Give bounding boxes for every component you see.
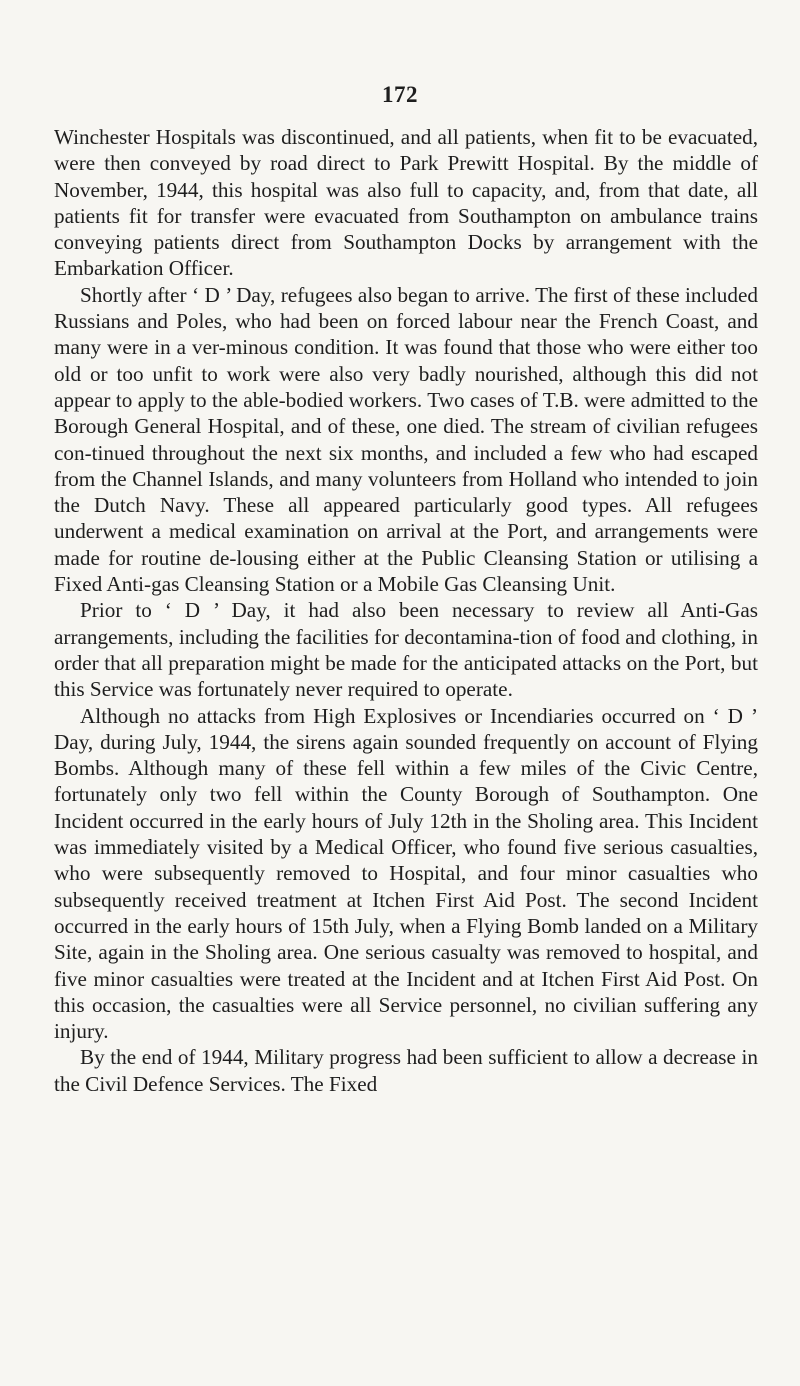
body-text: [54, 124, 758, 1097]
paragraph-anti-gas: Prior to ‘ D ’ Day, it had also been necessary to review all Anti-Gas arrangements, including the facilities for decontamina-tion of food and clothing, in order that all preparation might be made for the anticipated attacks on the Port, but this Service was fortunately never required to operate.: [54, 598, 758, 702]
paragraph-evacuation: Winchester Hospitals was discontinued, and all patients, when fit to be evacuated, were then conveyed by road direct to Park Prewitt Hospital. By the middle of November, 1944, this hospital was also full to capacity, and, from that date, all patients fit for transfer were evacuated from Southampton on ambulance trains conveying patients direct from Southampton Docks by arrangement with the Embarkation Officer.: [54, 125, 758, 281]
page-number: 172: [382, 82, 418, 107]
paragraph-flying-bombs: Although no attacks from High Explosives or Incendiaries occurred on ‘ D ’ Day, during July, 1944, the sirens again sounded frequently on account of Flying Bombs. Although many of these fell within a few miles of the Civic Centre, fortunately only two fell within the County Borough of Southampton. One Incident occurred in the early hours of July 12th in the Sholing area. This Incident was immediately visited by a Medical Officer, who found five serious casualties, who were subsequently removed to Hospital, and four minor casualties who subsequently received treatment at Itchen First Aid Post. The second Incident occurred in the early hours of 15th July, when a Flying Bomb landed on a Military Site, again in the Sholing area. One serious casualty was removed to hospital, and five minor casualties were treated at the Incident and at Itchen First Aid Post. On this occasion, the casualties were all Service personnel, no civilian suffering any injury.: [54, 703, 758, 1044]
paragraph-civil-defence: By the end of 1944, Military progress had been sufficient to allow a decrease in the Civil Defence Services. The Fixed: [54, 1045, 758, 1096]
paragraph-refugees: Shortly after ‘ D ’ Day, refugees also began to arrive. The first of these included Russians and Poles, who had been on forced labour near the French Coast, and many were in a ver-minous condition. It was found that those who were either too old or too unfit to work were also very badly nourished, although this did not appear to apply to the able-bodied workers. Two cases of T.B. were admitted to the Borough General Hospital, and of these, one died. The stream of civilian refugees con-tinued throughout the next six months, and included a few who had escaped from the Channel Islands, and many volunteers from Holland who intended to join the Dutch Navy. These all appeared particularly good types. All refugees underwent a medical examination on arrival at the Port, and arrangements were made for routine de-lousing either at the Public Cleansing Station or utilising a Fixed Anti-gas Cleansing Station or a Mobile Gas Cleansing Unit.: [54, 282, 758, 597]
